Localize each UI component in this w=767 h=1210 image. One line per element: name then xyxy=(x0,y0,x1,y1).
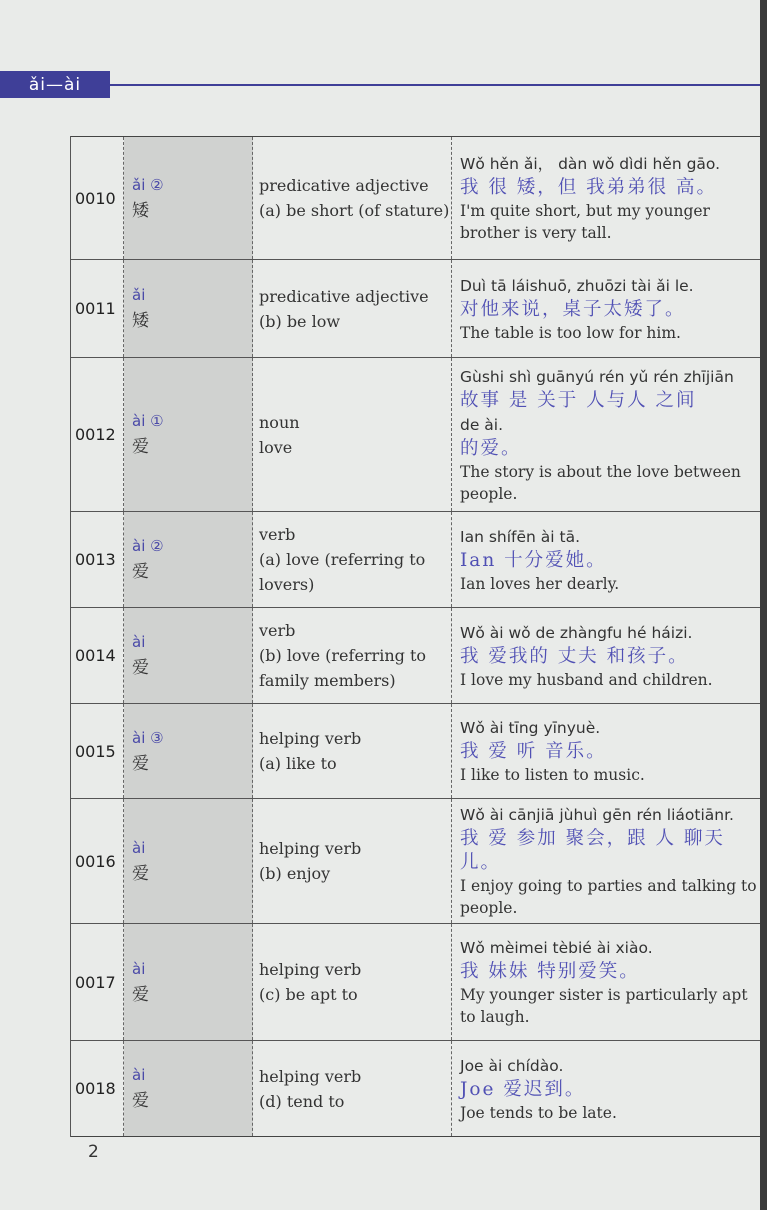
pos-line: verb xyxy=(259,621,296,640)
pos-line: helping verb xyxy=(259,960,362,979)
section-header-tab xyxy=(0,71,110,98)
part-of-speech-cell xyxy=(253,1041,452,1137)
entry-id: 0014 xyxy=(71,608,124,704)
headword-cell xyxy=(124,608,253,704)
example-chinese: 对他来说，桌子太矮了。 xyxy=(460,298,686,320)
table-row xyxy=(71,137,761,260)
example-cell xyxy=(452,1041,761,1137)
headword-hanzi: 爱 xyxy=(132,753,149,774)
headword-hanzi: 爱 xyxy=(132,1091,149,1111)
example-pinyin: Gùshi shì guānyú rén yǔ rén zhījiān xyxy=(460,367,734,386)
headword-cell xyxy=(124,512,253,608)
example-english: I love my husband and children. xyxy=(460,670,713,689)
example-chinese: 我 很 矮，但 我弟弟很 高。 xyxy=(460,177,718,198)
pos-line: predicative adjective xyxy=(259,286,429,306)
example-english: I'm quite short, but my younger brother is very tall. xyxy=(460,202,710,242)
part-of-speech-cell xyxy=(253,704,452,799)
example-pinyin: Wǒ mèimei tèbié ài xiào. xyxy=(460,939,653,957)
headword-cell xyxy=(124,137,253,260)
example-chinese: 故事 是 关于 人与人 之间 xyxy=(460,389,697,411)
vocabulary-table-body xyxy=(71,137,761,1137)
example-cell xyxy=(452,924,761,1041)
entry-id: 0016 xyxy=(71,799,124,924)
example-cell xyxy=(452,137,761,260)
example-chinese: 我 妹妹 特别爱笑。 xyxy=(460,961,640,982)
entry-id: 0010 xyxy=(71,137,124,260)
vocabulary-table xyxy=(70,136,760,1137)
headword-pinyin: ài xyxy=(132,1066,146,1084)
pos-line: family members) xyxy=(259,671,396,690)
headword-hanzi: 爱 xyxy=(132,984,149,1005)
example-pinyin: Duì tā láishuō, zhuōzi tài ǎi le. xyxy=(460,276,694,295)
headword-pinyin: ǎi xyxy=(132,286,146,304)
entry-id: 0011 xyxy=(71,260,124,358)
headword-pinyin: ài xyxy=(132,959,146,978)
example-chinese: 我 爱我的 丈夫 和孩子。 xyxy=(460,645,689,667)
pos-line: noun xyxy=(259,412,300,432)
example-pinyin: Wǒ ài wǒ de zhàngfu hé háizi. xyxy=(460,623,693,642)
pos-line: (a) love (referring to xyxy=(259,550,426,569)
example-cell xyxy=(452,358,761,512)
example-pinyin: Wǒ hěn ǎi， dàn wǒ dìdi hěn gāo. xyxy=(460,155,721,173)
table-row xyxy=(71,512,761,608)
headword-hanzi: 爱 xyxy=(132,863,149,884)
example-english: The story is about the love between people. xyxy=(460,462,741,503)
table-row xyxy=(71,704,761,799)
pos-line: (a) like to xyxy=(259,754,337,773)
example-english: My younger sister is particularly apt to laugh. xyxy=(460,986,748,1026)
example-chinese: Ian 十分爱她。 xyxy=(460,549,607,571)
page-number: 2 xyxy=(88,1142,99,1162)
part-of-speech-cell xyxy=(253,512,452,608)
example-chinese: 我 爱 听 音乐。 xyxy=(460,741,607,762)
part-of-speech-cell xyxy=(253,137,452,260)
example-english: Ian loves her dearly. xyxy=(460,574,620,593)
headword-cell xyxy=(124,260,253,358)
pos-line: (b) love (referring to xyxy=(259,646,427,665)
table-row xyxy=(71,260,761,358)
example-cell xyxy=(452,704,761,799)
entry-id: 0012 xyxy=(71,358,124,512)
headword-pinyin: ài xyxy=(132,633,146,651)
table-row xyxy=(71,358,761,512)
example-cell xyxy=(452,608,761,704)
pos-line: helping verb xyxy=(259,839,362,858)
example-english: The table is too low for him. xyxy=(460,323,681,342)
example-cell xyxy=(452,260,761,358)
example-pinyin: Wǒ ài cānjiā jùhuì gēn rén liáotiānr. xyxy=(460,806,734,824)
headword-hanzi: 爱 xyxy=(132,437,149,457)
headword-pinyin: ài ② xyxy=(132,537,164,555)
pos-line: (c) be apt to xyxy=(259,985,358,1004)
headword-cell xyxy=(124,924,253,1041)
example-pinyin: Joe ài chídào. xyxy=(460,1056,564,1075)
part-of-speech-cell xyxy=(253,608,452,704)
headword-cell xyxy=(124,358,253,512)
entry-id: 0013 xyxy=(71,512,124,608)
example-cell xyxy=(452,512,761,608)
headword-cell xyxy=(124,1041,253,1137)
headword-hanzi: 爱 xyxy=(132,658,149,678)
example-pinyin: Ian shífēn ài tā. xyxy=(460,527,581,546)
headword-pinyin: ǎi ② xyxy=(132,175,164,194)
pos-line: helping verb xyxy=(259,1066,362,1086)
table-row xyxy=(71,608,761,704)
pos-line: love xyxy=(259,437,293,457)
example-chinese: 我 爱 参加 聚会，跟 人 聊天儿。 xyxy=(460,828,725,873)
part-of-speech-cell xyxy=(253,260,452,358)
headword-pinyin: ài ③ xyxy=(132,728,164,747)
page-edge-shadow xyxy=(760,0,767,1210)
pos-line: verb xyxy=(259,525,296,544)
part-of-speech-cell xyxy=(253,924,452,1041)
pos-line: (d) tend to xyxy=(259,1091,345,1111)
entry-id: 0018 xyxy=(71,1041,124,1137)
headword-hanzi: 矮 xyxy=(132,311,149,331)
headword-cell xyxy=(124,799,253,924)
table-row xyxy=(71,924,761,1041)
example-english: I like to listen to music. xyxy=(460,766,645,784)
section-header-label: ǎi—ài xyxy=(28,74,82,95)
pos-line: (b) enjoy xyxy=(259,864,331,883)
example-english: Joe tends to be late. xyxy=(460,1103,617,1122)
example-cell xyxy=(452,799,761,924)
pos-line: (b) be low xyxy=(259,311,341,331)
pos-line: lovers) xyxy=(259,575,315,594)
example-chinese: Joe 爱迟到。 xyxy=(460,1078,586,1100)
header-rule xyxy=(110,84,760,86)
part-of-speech-cell xyxy=(253,799,452,924)
headword-hanzi: 矮 xyxy=(132,200,149,221)
table-row xyxy=(71,1041,761,1137)
headword-pinyin: ài ① xyxy=(132,412,164,430)
pos-line: (a) be short (of stature) xyxy=(259,201,450,220)
headword-pinyin: ài xyxy=(132,838,146,857)
headword-cell xyxy=(124,704,253,799)
example-english: I enjoy going to parties and talking to people. xyxy=(460,877,757,917)
headword-hanzi: 爱 xyxy=(132,562,149,582)
entry-id: 0017 xyxy=(71,924,124,1041)
table-row xyxy=(71,799,761,924)
example-pinyin: Wǒ ài tīng yīnyuè. xyxy=(460,719,601,737)
part-of-speech-cell xyxy=(253,358,452,512)
pos-line: predicative adjective xyxy=(259,176,429,195)
entry-id: 0015 xyxy=(71,704,124,799)
example-chinese: 的爱。 xyxy=(460,437,522,459)
pos-line: helping verb xyxy=(259,729,362,748)
example-pinyin: de ài. xyxy=(460,415,504,434)
